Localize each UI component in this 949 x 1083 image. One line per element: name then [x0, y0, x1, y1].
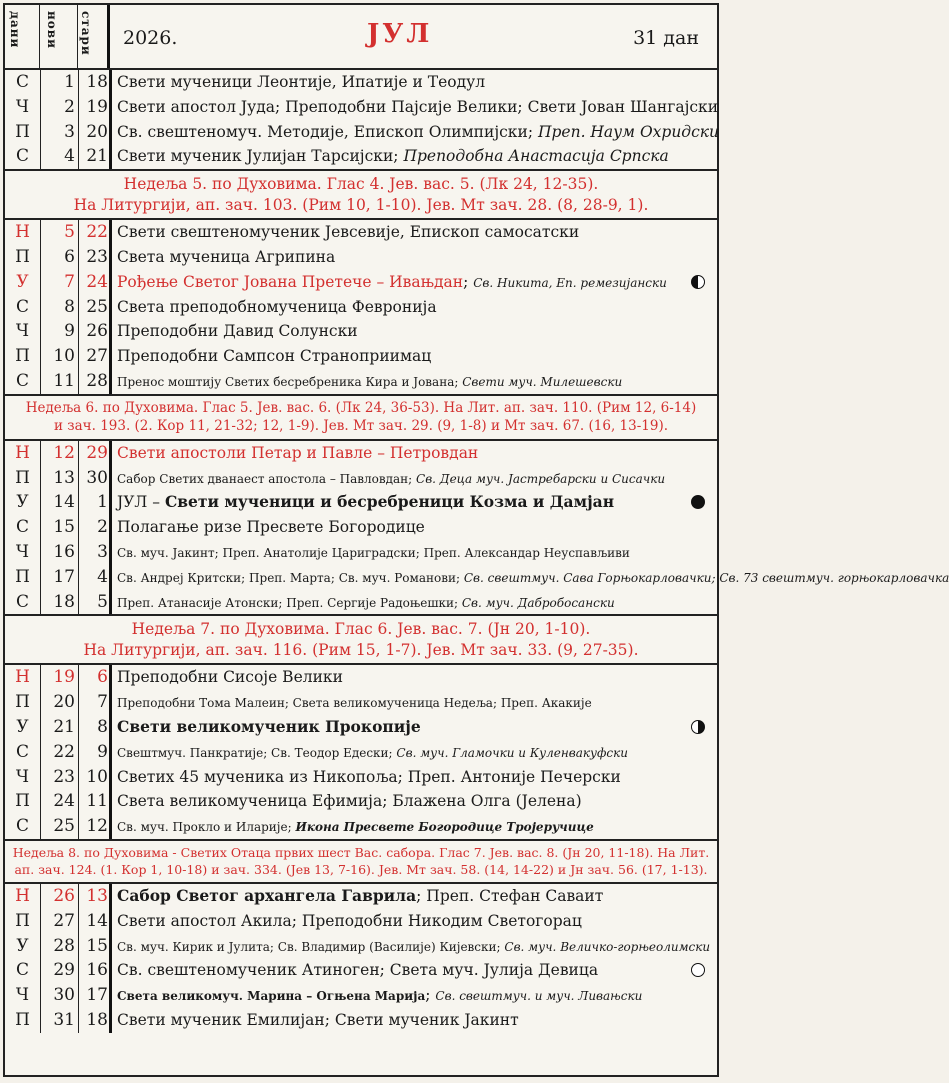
day-row — [5, 958, 717, 983]
feast-text-part: Св. муч. Величко-горњеолимски — [504, 939, 711, 954]
feast-text-part: Св. Никита, Еп. ремезијански — [473, 275, 667, 290]
new-date: 2 — [64, 96, 75, 117]
feast-text-part: Свети мученик Емилијан; Свети мученик Јакинт — [117, 1010, 519, 1029]
new-date: 28 — [53, 935, 75, 956]
weekday-letter: С — [15, 72, 29, 92]
weekday-letter: Ч — [15, 96, 30, 117]
column-header-days-label: дани — [8, 11, 22, 49]
feast-text-part: Преп. Наум Охридски — [537, 122, 720, 141]
feast-text-part: Свети апостол Акила; Преподобни Никодим Светогорац — [117, 911, 582, 930]
month-title: ЈУЛ — [367, 19, 433, 49]
day-row — [5, 490, 717, 515]
weekday-letter: У — [16, 492, 29, 513]
weekday-letter: Ч — [15, 321, 30, 342]
weekday-letter: Ч — [15, 541, 30, 562]
feast-text-part: Рођење Светог Јована Претече – Ивањдан — [117, 272, 464, 291]
old-date: 1 — [97, 492, 108, 513]
feast-text-part: Свети мученици и бесребреници Козма и Дамјан — [164, 492, 615, 512]
feast-text-part: Свети великомученик Прокопије — [117, 716, 421, 736]
feast-text-part: Светих 45 мученика из Никопоља; Преп. Антоније Печерски — [117, 767, 621, 786]
day-row — [5, 789, 717, 814]
new-date: 19 — [53, 667, 75, 688]
feast-text — [117, 715, 709, 740]
day-row — [5, 369, 717, 394]
feast-text — [117, 540, 709, 566]
feast-text — [117, 884, 709, 909]
sunday-readings — [5, 839, 717, 884]
week-block — [5, 884, 717, 1033]
new-date: 16 — [53, 541, 75, 562]
old-date: 16 — [86, 960, 108, 981]
new-date: 15 — [53, 517, 75, 538]
feast-text-part: Св. свештмуч. Сава Горњокарловачки; Св. 73 свештмуч. горњокарловачка — [463, 570, 949, 585]
feast-text — [117, 740, 709, 766]
weekday-letter: У — [16, 716, 29, 737]
day-row — [5, 590, 717, 615]
feast-text-part: Свештмуч. Панкратије; Св. Теодор Едески; — [117, 745, 397, 760]
sunday-readings-line: Недеља 5. по Духовима. Глас 4. Јев. вас. 5. (Лк 24, 12-35). — [123, 175, 599, 194]
feast-text-part: Свети мученик Јулијан Тарсијски; — [117, 147, 404, 166]
new-date: 6 — [64, 246, 75, 267]
feast-text-part: ; — [425, 986, 436, 1005]
new-date: 5 — [64, 222, 75, 243]
new-date: 8 — [64, 296, 75, 317]
day-row — [5, 814, 717, 839]
feast-text-part: Преподобни Сисоје Велики — [117, 668, 343, 687]
old-date: 18 — [86, 1009, 108, 1030]
new-date: 18 — [53, 591, 75, 612]
feast-text — [117, 1008, 709, 1033]
new-date: 30 — [53, 985, 75, 1006]
feast-text-part: Сабор Светих дванаест апостола – Павловдан; — [117, 471, 417, 486]
year-label: 2026. — [123, 27, 178, 49]
feast-text-part: Преподобна Анастасија Српска — [403, 147, 669, 166]
feast-text — [117, 690, 709, 716]
feast-text — [117, 983, 709, 1009]
calendar-body — [5, 70, 949, 1033]
feast-text — [117, 344, 709, 369]
old-date: 7 — [97, 692, 108, 713]
feast-text-part: ; Преп. Стефан Саваит — [416, 886, 604, 905]
feast-text-part: Пренос моштију Светих бесребреника Кира и Јована; — [117, 374, 463, 389]
feast-text-part: Света великомученица Ефимија; Блажена Олга (Јелена) — [117, 792, 582, 811]
old-date: 6 — [97, 667, 108, 688]
old-date: 29 — [86, 442, 108, 463]
feast-text-part: Св. Деца муч. Јастребарски и Сисачки — [416, 471, 666, 486]
new-date: 4 — [64, 146, 75, 167]
feast-text — [117, 245, 709, 270]
day-row — [5, 715, 717, 740]
old-date: 20 — [86, 121, 108, 142]
weekday-letter: Ч — [15, 985, 30, 1006]
feast-text — [117, 369, 709, 395]
old-date: 2 — [97, 517, 108, 538]
old-date: 10 — [86, 766, 108, 787]
feast-text-part: ЈУЛ – — [117, 493, 165, 512]
feast-text-part: Света мученица Агрипина — [117, 247, 336, 266]
feast-text-part: Свети муч. Милешевски — [462, 374, 623, 389]
feast-text-part: Полагање ризе Пресвете Богородице — [117, 518, 425, 537]
feast-text-part: Икона Пресвете Богородице Тројеручице — [295, 820, 594, 835]
new-date: 17 — [53, 566, 75, 587]
weekday-letter: П — [15, 121, 30, 142]
old-date: 21 — [86, 146, 108, 167]
feast-text — [117, 789, 709, 814]
feast-text — [117, 958, 709, 983]
feast-text — [117, 665, 709, 690]
new-date: 13 — [53, 467, 75, 488]
feast-text — [117, 590, 709, 616]
column-header-new — [40, 5, 78, 68]
new-date: 24 — [53, 791, 75, 812]
feast-text-part: Св. свештмуч. и муч. Ливањски — [435, 989, 643, 1004]
old-date: 19 — [86, 96, 108, 117]
new-date: 25 — [53, 816, 75, 837]
new-date: 29 — [53, 960, 75, 981]
new-date: 21 — [53, 716, 75, 737]
new-date: 1 — [64, 72, 75, 92]
weekday-letter: П — [15, 910, 30, 931]
old-date: 14 — [86, 910, 108, 931]
weekday-letter: П — [15, 1009, 30, 1030]
day-row — [5, 144, 717, 169]
day-row — [5, 934, 717, 959]
weekday-letter: У — [16, 935, 29, 956]
feast-text-part: Св. муч. Гламочки и Куленвакуфски — [396, 745, 629, 760]
day-row — [5, 884, 717, 909]
column-header-old — [78, 5, 110, 68]
moon-phase-icon — [691, 275, 705, 289]
new-date: 22 — [53, 741, 75, 762]
column-header-old-label: стари — [78, 11, 93, 56]
feast-text-part: Св. свештеномученик Атиноген; Света муч. Јулија Девица — [117, 961, 599, 980]
sunday-readings-line: На Литургији, ап. зач. 103. (Рим 10, 1-10). Јев. Мт зач. 28. (8, 28-9, 1). — [73, 195, 649, 214]
weekday-letter: С — [15, 517, 29, 538]
new-date: 12 — [53, 442, 75, 463]
new-date: 10 — [53, 346, 75, 367]
weekday-letter: П — [15, 566, 30, 587]
sunday-readings — [5, 169, 717, 220]
old-date: 24 — [86, 271, 108, 292]
day-row — [5, 319, 717, 344]
feast-text — [117, 490, 709, 515]
weekday-letter: Н — [15, 222, 30, 243]
feast-text-part: Сабор Светог архангела Гаврила — [117, 885, 417, 905]
new-date: 9 — [64, 321, 75, 342]
feast-text-part: Св. муч. Дабробосански — [461, 595, 615, 610]
feast-text — [117, 319, 709, 344]
feast-text — [117, 814, 709, 840]
weekday-letter: Н — [15, 885, 30, 906]
feast-text-part: Преподобни Давид Солунски — [117, 322, 358, 341]
weekday-letter: С — [15, 296, 29, 317]
feast-text-part: ; — [463, 272, 474, 291]
old-date: 4 — [97, 566, 108, 587]
feast-text-part: Преподобни Тома Малеин; Света великомученица Недеља; Преп. Акакије — [117, 696, 592, 711]
sunday-readings — [5, 394, 717, 441]
sunday-readings-line: ап. зач. 124. (1. Кор 1, 10-18) и зач. 334. (Јев 13, 7-16). Јев. Мт зач. 58. (14, 14-22) и Јн зач. 56. (17, 1-13). — [14, 862, 708, 878]
week-block — [5, 441, 949, 615]
feast-text — [117, 95, 719, 120]
feast-text-part: Свети мученици Леонтије, Ипатије и Теодул — [117, 73, 486, 91]
sunday-readings-line: На Литургији, ап. зач. 116. (Рим 15, 1-7). Јев. Мт зач. 33. (9, 27-35). — [83, 640, 639, 659]
new-date: 31 — [53, 1009, 75, 1030]
day-row — [5, 295, 717, 320]
weekday-letter: С — [15, 591, 29, 612]
day-row — [5, 1008, 717, 1033]
weekday-letter: Н — [15, 442, 30, 463]
day-row — [5, 690, 717, 715]
feast-text-part: Света великомуч. Марина – Огњена Марија — [117, 989, 426, 1004]
moon-phase-icon — [691, 720, 705, 734]
day-row — [5, 909, 717, 934]
feast-text — [117, 144, 709, 169]
sunday-readings-line: Недеља 6. по Духовима. Глас 5. Јев. вас. 6. (Лк 24, 36-53). На Лит. ап. зач. 110. (Рим 12, 6-14) — [25, 399, 697, 416]
sunday-readings-line: Недеља 8. по Духовима - Светих Отаца првих шест Вас. сабора. Глас 7. Јев. вас. 8. (Јн 20, 11-18). На Лит. — [12, 844, 710, 860]
weekday-letter: П — [15, 467, 30, 488]
weekday-letter: С — [15, 741, 29, 762]
old-date: 30 — [86, 467, 108, 488]
day-row — [5, 344, 717, 369]
old-date: 5 — [97, 591, 108, 612]
day-row — [5, 466, 717, 491]
day-row — [5, 441, 717, 466]
old-date: 26 — [86, 321, 108, 342]
weekday-letter: П — [15, 692, 30, 713]
day-row — [5, 270, 717, 295]
weekday-letter: Ч — [15, 766, 30, 787]
week-block — [5, 70, 720, 169]
day-row — [5, 665, 717, 690]
feast-text — [117, 765, 709, 790]
day-row — [5, 540, 717, 565]
day-row — [5, 740, 717, 765]
old-date: 8 — [97, 716, 108, 737]
feast-text — [117, 466, 709, 492]
new-date: 23 — [53, 766, 75, 787]
weekday-letter: С — [15, 370, 29, 391]
feast-text-part: Св. муч. Јакинт; Преп. Анатолије Цариградски; Преп. Александар Неуспављиви — [117, 545, 630, 560]
new-date: 14 — [53, 492, 75, 513]
new-date: 26 — [53, 885, 75, 906]
weekday-letter: П — [15, 246, 30, 267]
calendar-page — [3, 3, 949, 1077]
feast-text — [117, 295, 709, 320]
old-date: 25 — [86, 296, 108, 317]
feast-text — [117, 441, 709, 466]
feast-text — [117, 934, 709, 960]
calendar-header — [5, 5, 717, 70]
feast-text — [117, 120, 720, 145]
column-header-new-label: нови — [44, 11, 59, 50]
feast-text-part: Св. муч. Кирик и Јулита; Св. Владимир (Василије) Кијевски; — [117, 939, 505, 954]
weekday-letter: П — [15, 346, 30, 367]
column-header-days — [5, 5, 40, 68]
feast-text-part: Св. свештеномуч. Методије, Епископ Олимпијски; — [117, 122, 538, 141]
feast-text-part: Света преподобномученица Февронија — [117, 297, 437, 316]
feast-text-part: Св. Андреј Критски; Преп. Марта; Св. муч. Романови; — [117, 570, 464, 585]
old-date: 9 — [97, 741, 108, 762]
day-row — [5, 983, 717, 1008]
new-date: 3 — [64, 121, 75, 142]
feast-text-part: Св. муч. Прокло и Иларије; — [117, 820, 296, 835]
old-date: 18 — [86, 72, 108, 92]
day-row — [5, 95, 717, 120]
day-row — [5, 220, 717, 245]
day-row — [5, 120, 720, 145]
feast-text-part: Преподобни Сампсон Страноприимац — [117, 347, 432, 366]
sunday-readings-line: и зач. 193. (2. Кор 11, 21-32; 12, 1-9). Јев. Мт зач. 29. (9, 1-8) и Мт зач. 67. (16, 13-19). — [53, 418, 668, 435]
weekday-letter: П — [15, 791, 30, 812]
weekday-letter: С — [15, 146, 29, 167]
week-block — [5, 220, 717, 394]
feast-text — [117, 70, 709, 95]
new-date: 27 — [53, 910, 75, 931]
feast-text-part: Свети апостоли Петар и Павле – Петровдан — [117, 443, 479, 462]
weekday-letter: Н — [15, 667, 30, 688]
day-row — [5, 565, 949, 590]
feast-text — [117, 515, 709, 540]
old-date: 3 — [97, 541, 108, 562]
day-row — [5, 765, 717, 790]
day-row — [5, 70, 717, 95]
old-date: 11 — [86, 791, 108, 812]
feast-text-part: Свети апостол Јуда; Преподобни Пајсије Велики; Свети Јован Шангајски — [117, 97, 719, 116]
feast-text — [117, 220, 709, 245]
day-row — [5, 245, 717, 270]
day-row — [5, 515, 717, 540]
sunday-readings-line: Недеља 7. по Духовима. Глас 6. Јев. вас. 7. (Јн 20, 1-10). — [131, 620, 591, 639]
old-date: 15 — [86, 935, 108, 956]
new-date: 11 — [53, 370, 75, 391]
day-count: 31 дан — [633, 27, 699, 49]
old-date: 23 — [86, 246, 108, 267]
sunday-readings — [5, 614, 717, 665]
weekday-letter: С — [15, 816, 29, 837]
old-date: 27 — [86, 346, 108, 367]
weekday-letter: С — [15, 960, 29, 981]
old-date: 13 — [86, 885, 108, 906]
feast-text-part: Преп. Атанасије Атонски; Преп. Сергије Радоњешки; — [117, 595, 462, 610]
feast-text — [117, 270, 709, 296]
old-date: 22 — [86, 222, 108, 243]
week-block — [5, 665, 717, 839]
weekday-letter: У — [16, 271, 29, 292]
new-date: 20 — [53, 692, 75, 713]
old-date: 28 — [86, 370, 108, 391]
new-date: 7 — [64, 271, 75, 292]
feast-text-part: Свети свештеномученик Јевсевије, Епископ самосатски — [117, 223, 580, 242]
feast-text — [117, 565, 949, 591]
old-date: 17 — [86, 985, 108, 1006]
old-date: 12 — [86, 816, 108, 837]
feast-text — [117, 909, 709, 934]
